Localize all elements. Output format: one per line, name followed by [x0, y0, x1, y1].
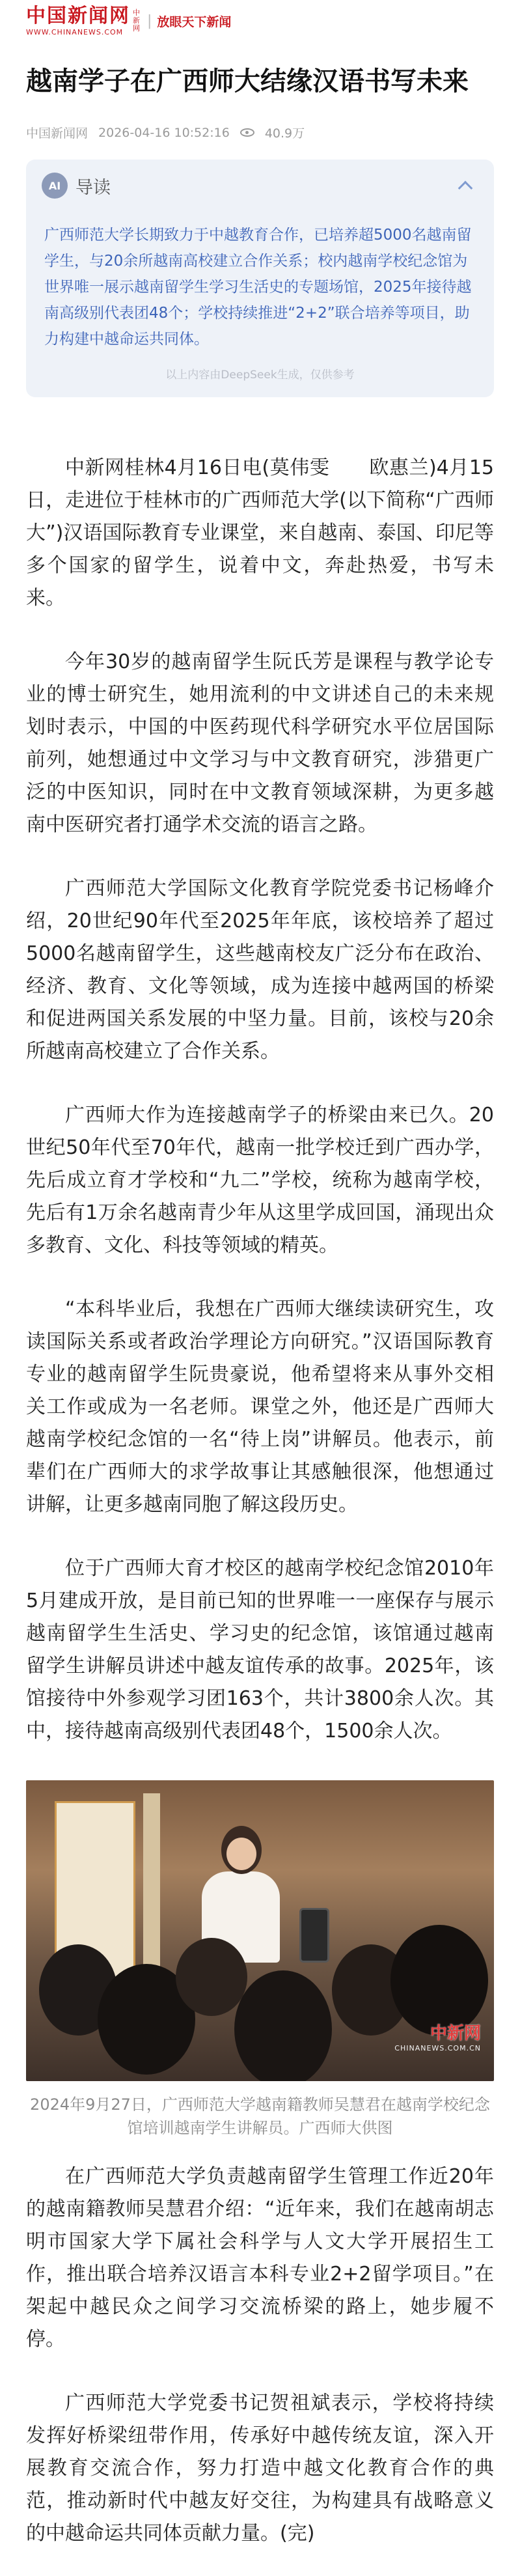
phone-in-hand — [299, 1908, 329, 1963]
slogan: 放眼天下新闻 — [157, 14, 232, 29]
paragraph-1: 中新网桂林4月16日电(莫伟雯 欧惠兰)4月15日，走进位于桂林市的广西师范大学(以下简称“广西师大”)汉语国际教育专业课堂，来自越南、泰国、印尼等多个国家的留学生，说着中文，奔赴热爱，书写未来。 — [26, 456, 494, 609]
students-crowd — [26, 1918, 494, 2081]
article-datetime: 2026-04-16 10:52:16 — [98, 125, 230, 140]
article-meta — [26, 124, 494, 141]
paragraph-2: 今年30岁的越南留学生阮氏芳是课程与教学论专业的博士研究生，她用流利的中文讲述自己的未来规划时表示，中国的中医药现代科学研究水平位居国际前列，她想通过中文学习与中文教育研究，涉猎更广泛的中医知识，同时在中文教育领域深耕，为更多越南中医研究者打通学术交流的语言之路。 — [26, 651, 494, 836]
article — [0, 64, 520, 2576]
paragraph-3: 广西师范大学国际文化教育学院党委书记杨峰介绍，20世纪90年代至2025年年底，该校培养了超过5000名越南留学生，这些越南校友广泛分布在政治、经济、教育、文化等领域，成为连接中越两国的桥梁和促进两国关系发展的中坚力量。目前，该校与20余所越南高校建立了合作关系。 — [26, 877, 494, 1063]
masthead — [0, 0, 520, 42]
ai-guide-box — [26, 160, 494, 397]
guide-title: 导读 — [75, 177, 111, 198]
paragraph-5: “本科毕业后，我想在广西师大继续读研究生，攻读国际关系或者政治学理论方向研究。”汉语国际教育专业的越南留学生阮贵豪说，他希望将来从事外交相关工作或成为一名老师。课堂之外，他还是广西师大越南学校纪念馆的一名“待上岗”讲解员。他表示，前辈们在广西师大的求学故事让其感触很深，他想通过讲解，让更多越南同胞了解这段历史。 — [26, 1298, 494, 1516]
paragraph-6: 位于广西师大育才校区的越南学校纪念馆2010年5月建成开放，是目前已知的世界唯一一座保存与展示越南留学生生活史、学习史的纪念馆，该馆通过越南留学生讲解员讲述中越友谊传承的故事。2025年，该馆接待中外参观学习团163个，共计3800余人次。其中，接待越南高级别代表团48个，1500余人次。 — [26, 1557, 494, 1743]
paragraph-8: 广西师范大学党委书记贺祖斌表示，学校将持续发挥好桥梁纽带作用，传承好中越传统友谊，深入开展教育交流合作，努力打造中越文化教育合作的典范，推动新时代中越友好交往，为构建具有战略意义的中越命运共同体贡献力量。(完) — [26, 2392, 494, 2545]
paragraph-7: 在广西师范大学负责越南留学生管理工作近20年的越南籍教师吴慧君介绍：“近年来，我们在越南胡志明市国家大学下属社会科学与人文大学开展招生工作，推出联合培养汉语言本科专业2+2留学项目。”在架起中越民众之间学习交流桥梁的路上，她步履不停。 — [26, 2165, 494, 2351]
logo-url: WWW.CHINANEWS.COM — [26, 28, 124, 36]
watermark-url: CHINANEWS.COM.CN — [394, 2044, 481, 2052]
site-logo[interactable] — [26, 5, 130, 36]
article-source[interactable]: 中国新闻网 — [26, 126, 89, 141]
ai-icon: AI — [42, 173, 68, 199]
guide-summary: 广西师范大学长期致力于中越教育合作，已培养超5000名越南留学生，与20余所越南高校建立合作关系；校内越南学校纪念馆为世界唯一展示越南留学生学习生活史的专题场馆，2025年接待越南高级别代表团48个；学校持续推进“2+2”联合培养等项目，助力构建中越命运共同体。 — [44, 227, 472, 348]
eye-icon — [240, 128, 254, 137]
paragraph-4: 广西师大作为连接越南学子的桥梁由来已久。20世纪50年代至70年代，越南一批学校迁到广西办学，先后成立育才学校和“九二”学校，统称为越南学校，先后有1万余名越南青少年从这里学成回国，涌现出众多教育、文化、科技等领域的精英。 — [26, 1104, 494, 1257]
watermark-logo: 中新网 — [430, 2024, 481, 2043]
logo-suffix: 中新网 — [133, 8, 140, 33]
view-count: 40.9万 — [264, 126, 305, 141]
guide-disclaimer: 以上内容由DeepSeek生成，仅供参考 — [165, 369, 355, 382]
photo-watermark — [394, 2020, 481, 2052]
guide-header — [42, 173, 478, 199]
guide-title-group — [42, 173, 111, 199]
logo-divider: | — [147, 12, 152, 29]
logo-text: 中国新闻网 — [26, 5, 130, 27]
chevron-up-icon[interactable] — [458, 181, 473, 196]
photo-caption: 2024年9月27日，广西师范大学越南籍教师吴慧君在越南学校纪念馆培训越南学生讲解员。广西师大供图 — [30, 2095, 490, 2137]
article-photo[interactable] — [26, 1780, 494, 2081]
article-title: 越南学子在广西师大结缘汉语书写未来 — [26, 66, 469, 96]
